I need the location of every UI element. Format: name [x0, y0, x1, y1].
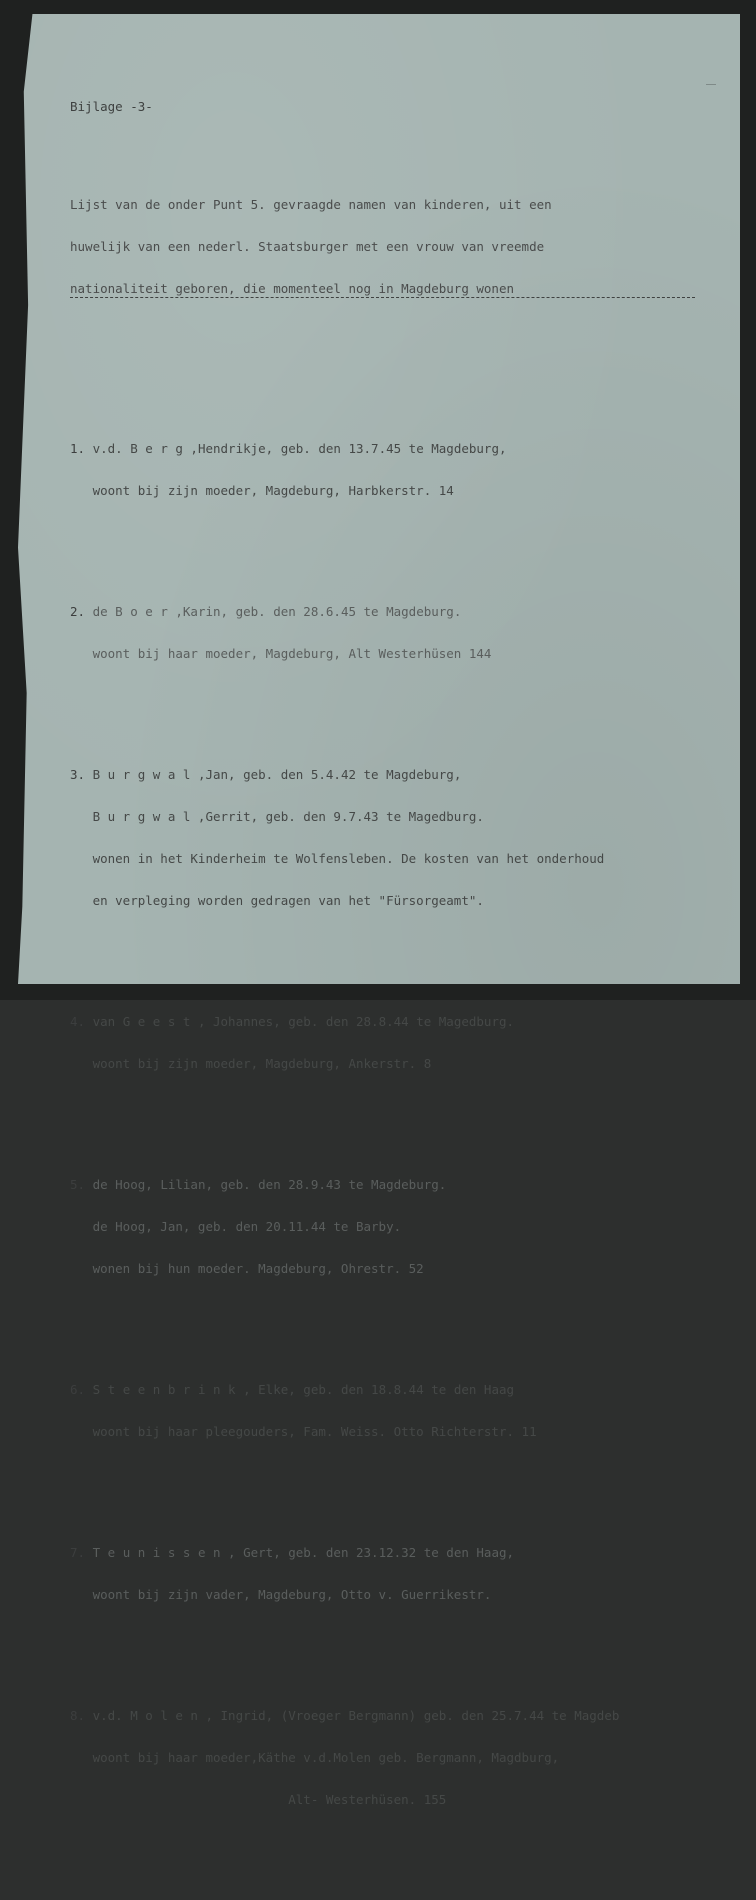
entry-line [70, 1751, 720, 1765]
entry-line [70, 1546, 720, 1560]
entry-number: 7. [70, 1545, 86, 1560]
entry-number: 3. [70, 767, 86, 782]
entry-line [70, 1709, 720, 1723]
entry-line [70, 1220, 720, 1234]
children-list [70, 386, 720, 1872]
entry-line [70, 1793, 720, 1807]
entry-number: 8. [70, 1708, 86, 1723]
entry-line [70, 1383, 720, 1397]
entry-line [70, 647, 720, 661]
entry-line [70, 810, 720, 824]
entry-text: Alt- Westerhüsen. 155 [92, 1792, 447, 1807]
list-item [70, 740, 720, 936]
entry-line [70, 1057, 720, 1071]
list-item [70, 1355, 720, 1467]
entry-text: v.d. M o l e n , Ingrid, (Vroeger Bergmann) geb. den 25.7.44 te Magdeb [92, 1708, 620, 1723]
entry-text: B u r g w a l ,Jan, geb. den 5.4.42 te Magdeburg, [92, 767, 462, 782]
list-item [70, 1518, 720, 1630]
entry-line [70, 605, 720, 619]
intro-paragraph [70, 170, 720, 344]
list-item [70, 987, 720, 1099]
entry-text: en verpleging worden gedragen van het "Fürsorgeamt". [92, 893, 484, 908]
annex-title: Bijlage -3- [70, 99, 153, 114]
entry-text: v.d. B e r g ,Hendrikje, geb. den 13.7.45 te Magdeburg, [92, 441, 507, 456]
entry-line [70, 1425, 720, 1439]
entry-text: wonen bij hun moeder. Magdeburg, Ohrestr. 52 [92, 1261, 424, 1276]
entry-line [70, 894, 720, 908]
entry-text: woont bij haar moeder, Magdeburg, Alt Westerhüsen 144 [92, 646, 492, 661]
entry-text: de Hoog, Jan, geb. den 20.11.44 te Barby. [92, 1219, 402, 1234]
list-item [70, 577, 720, 689]
entry-text: de Hoog, Lilian, geb. den 28.9.43 te Magdeburg. [92, 1177, 447, 1192]
entry-number: 5. [70, 1177, 86, 1192]
list-item [70, 414, 720, 526]
entry-line [70, 442, 720, 456]
entry-line [70, 484, 720, 498]
entry-line [70, 768, 720, 782]
entry-text: woont bij zijn moeder, Magdeburg, Ankerstr. 8 [92, 1056, 432, 1071]
intro-line: huwelijk van een nederl. Staatsburger met een vrouw van vreemde [70, 239, 545, 254]
entry-text: wonen in het Kinderheim te Wolfensleben. De kosten van het onderhoud [92, 851, 605, 866]
entry-text: van G e e s t , Johannes, geb. den 28.8.44 te Magedburg. [92, 1014, 515, 1029]
entry-line [70, 852, 720, 866]
entry-number: 4. [70, 1014, 86, 1029]
entry-text: de B o e r ,Karin, geb. den 28.6.45 te Magdeburg. [92, 604, 462, 619]
list-item [70, 1150, 720, 1304]
entry-number: 2. [70, 604, 86, 619]
entry-number: 6. [70, 1382, 86, 1397]
entry-text: S t e e n b r i n k , Elke, geb. den 18.8.44 te den Haag [92, 1382, 515, 1397]
entry-text: T e u n i s s e n , Gert, geb. den 23.12.32 te den Haag, [92, 1545, 515, 1560]
entry-line [70, 1015, 720, 1029]
entry-line [70, 1262, 720, 1276]
entry-text: woont bij zijn vader, Magdeburg, Otto v. Guerrikestr. [92, 1587, 492, 1602]
entry-line [70, 1588, 720, 1602]
list-item [70, 1681, 720, 1835]
entry-text: B u r g w a l ,Gerrit, geb. den 9.7.43 te Magedburg. [92, 809, 484, 824]
entry-text: woont bij haar moeder,Käthe v.d.Molen geb. Bergmann, Magdburg, [92, 1750, 560, 1765]
entry-number: 1. [70, 441, 86, 456]
entry-line [70, 1178, 720, 1192]
entry-text: woont bij zijn moeder, Magdeburg, Harbkerstr. 14 [92, 483, 454, 498]
intro-line-underlined: nationaliteit geboren, die momenteel nog in Magdeburg wonen [70, 282, 695, 298]
document-text [70, 72, 720, 1900]
entry-text: woont bij haar pleegouders, Fam. Weiss. Otto Richterstr. 11 [92, 1424, 537, 1439]
intro-line: Lijst van de onder Punt 5. gevraagde namen van kinderen, uit een [70, 197, 552, 212]
